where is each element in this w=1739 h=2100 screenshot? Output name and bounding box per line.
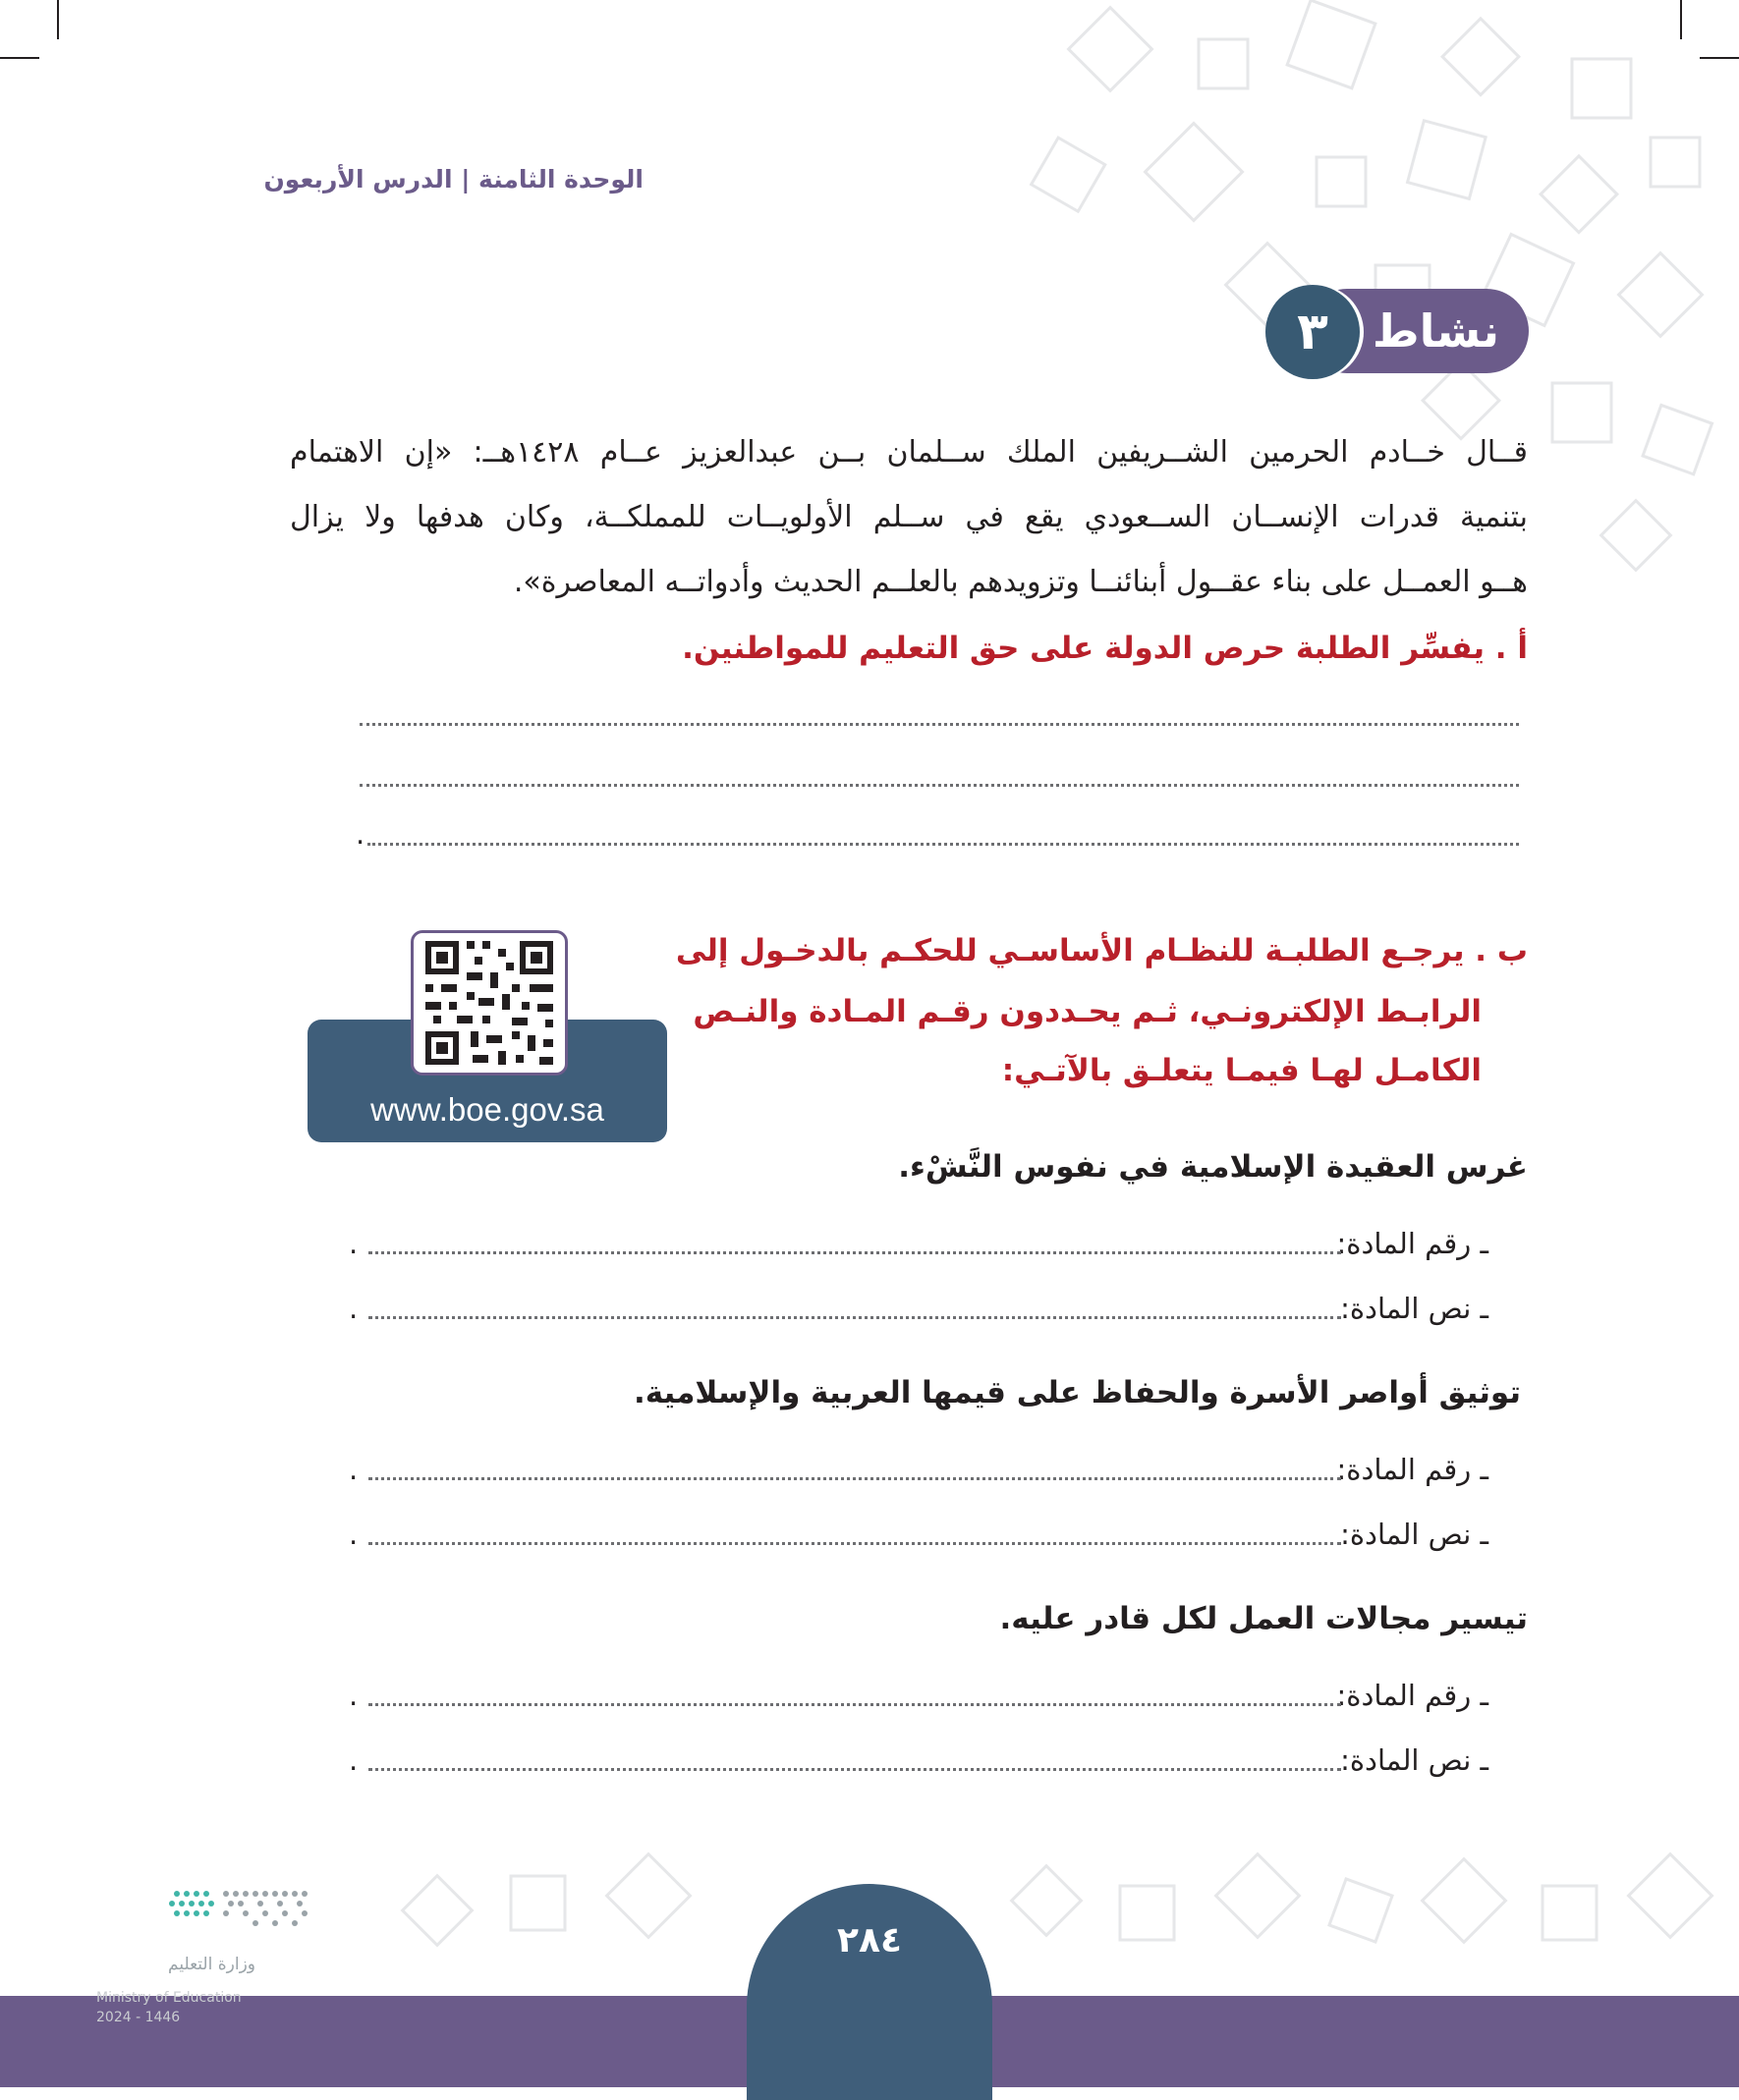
field-dots[interactable] <box>368 1703 1341 1706</box>
field-label: ـ نص المادة: <box>1340 1518 1488 1551</box>
article-text-field[interactable] <box>349 1513 1488 1556</box>
boe-url[interactable]: www.boe.gov.sa <box>370 1091 604 1128</box>
quote-line: قــال خــادم الحرمين الشــريفين الملك ســلمان بــن عبدالعزيز عــام ١٤٢٨هــ: «إن الاهتمام <box>290 435 1528 470</box>
article-text-field[interactable] <box>349 1287 1488 1330</box>
field-dots[interactable] <box>368 1316 1341 1319</box>
answer-end: . <box>356 817 365 851</box>
field-label: ـ نص المادة: <box>1340 1292 1488 1325</box>
qr-code-icon <box>414 933 565 1073</box>
field-label: ـ نص المادة: <box>1340 1743 1488 1777</box>
item-title: تيسير مجالات العمل لكل قادر عليه. <box>999 1601 1528 1636</box>
field-dots[interactable] <box>368 1542 1341 1545</box>
field-end: . <box>349 1743 359 1777</box>
field-end: . <box>349 1292 359 1325</box>
qr-code[interactable] <box>411 930 568 1076</box>
answer-line[interactable] <box>367 843 1519 846</box>
crop-mark <box>0 57 39 59</box>
question-b-line: ب . يرجـع الطلبـة للنظـام الأساسـي للحكـم بالدخـول إلى <box>675 933 1528 968</box>
decorative-pattern <box>393 1847 1739 1955</box>
field-end: . <box>349 1518 359 1551</box>
item-title: غرس العقيدة الإسلامية في نفوس النَّشْء. <box>898 1149 1528 1185</box>
ministry-logo-icon <box>98 1884 324 2002</box>
edition-year: 2024 - 1446 <box>96 2010 181 2025</box>
breadcrumb: الوحدة الثامنة | الدرس الأربعون <box>263 165 644 193</box>
article-number-field[interactable] <box>349 1222 1488 1265</box>
field-dots[interactable] <box>368 1768 1341 1771</box>
activity-label: نشاط <box>1372 304 1499 358</box>
quote-line: هــو العمــل على بناء عقــول أبنائنــا وتزويدهم بالعلــم الحديث وأدواتــه المعاصرة». <box>513 565 1528 599</box>
answer-line[interactable] <box>360 784 1519 787</box>
ministry-name-ar: وزارة التعليم <box>168 1955 255 1974</box>
field-label: ـ رقم المادة: <box>1336 1453 1488 1486</box>
field-dots[interactable] <box>368 1477 1341 1480</box>
ministry-name-en: Ministry of Education <box>96 1990 242 2006</box>
field-label: ـ رقم المادة: <box>1336 1679 1488 1712</box>
activity-number: ٣ <box>1265 285 1360 379</box>
page-number: ٢٨٤ <box>837 1920 902 1961</box>
field-end: . <box>349 1227 359 1260</box>
quote-line: بتنمية قدرات الإنســان الســعودي يقع في ســلم الأولويــات للمملكــة، وكان هدفها ولا يزال <box>290 500 1528 534</box>
question-b-line: الرابـط الإلكترونـي، ثـم يحـددون رقـم المـادة والنـص <box>693 994 1482 1029</box>
item-title: توثيق أواصر الأسرة والحفاظ على قيمها العربية والإسلامية. <box>633 1375 1521 1410</box>
question-b-line: الكامـل لهـا فيمـا يتعلـق بالآتـي: <box>1001 1053 1482 1088</box>
field-label: ـ رقم المادة: <box>1336 1227 1488 1260</box>
article-number-field[interactable] <box>349 1674 1488 1717</box>
article-number-field[interactable] <box>349 1448 1488 1491</box>
field-end: . <box>349 1453 359 1486</box>
activity-badge <box>1265 285 1529 379</box>
field-dots[interactable] <box>368 1251 1341 1254</box>
question-a: أ . يفسِّر الطلبة حرص الدولة على حق التعليم للمواطنين. <box>682 631 1528 666</box>
article-text-field[interactable] <box>349 1739 1488 1782</box>
answer-line[interactable] <box>360 723 1519 726</box>
crop-mark <box>57 0 59 39</box>
field-end: . <box>349 1679 359 1712</box>
